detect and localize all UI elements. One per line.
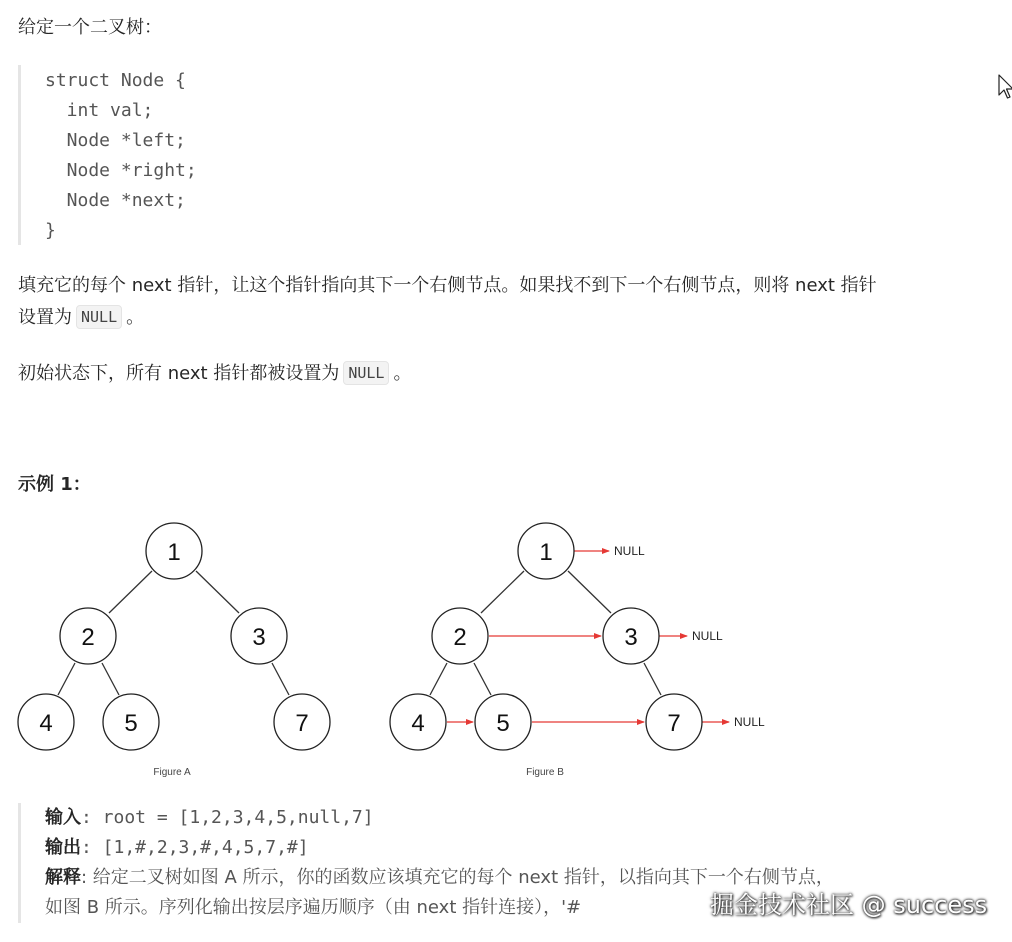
explain-line-2	[45, 893, 581, 923]
figure-b-node	[432, 608, 488, 664]
figure-b-caption: Figure B	[526, 767, 564, 778]
figure-a-node	[103, 694, 159, 750]
edge-2-4	[58, 663, 75, 695]
null-code: NULL	[343, 361, 389, 385]
input-line	[45, 803, 374, 833]
edge-3-7	[644, 663, 661, 695]
output-label: 输出	[45, 837, 81, 858]
figure-a-node	[274, 694, 330, 750]
edge-1-3	[568, 571, 611, 613]
intro-text: 给定一个二叉树：	[18, 17, 162, 38]
edge-2-4	[430, 663, 447, 695]
figure-b-node	[646, 694, 702, 750]
explain-label: 解释	[45, 867, 81, 888]
edge-3-7	[272, 663, 289, 695]
node-label: 7	[295, 710, 309, 737]
code-line: int val;	[45, 100, 154, 121]
initial-state-suffix: 。	[393, 363, 412, 384]
code-line: Node *left;	[45, 130, 186, 151]
null-label: NULL	[614, 544, 645, 558]
node-label: 2	[453, 624, 467, 651]
node-label: 5	[124, 710, 138, 737]
figure-b-node	[518, 523, 574, 579]
figure-b-node	[603, 608, 659, 664]
node-label: 7	[667, 710, 681, 737]
description-suffix: 。	[126, 307, 145, 328]
node-label: 1	[539, 539, 553, 566]
tree-figures	[0, 515, 800, 785]
explain-text-1: : 给定二叉树如图 A 所示，你的函数应该填充它的每个 next 指针，以指向其下一个右侧节点，	[81, 867, 834, 888]
input-value: : root = [1,2,3,4,5,null,7]	[81, 807, 374, 828]
initial-state-text	[18, 358, 411, 390]
watermark: 掘金技术社区 @ success	[710, 891, 988, 919]
edge-2-5	[474, 663, 491, 695]
input-label: 输入	[45, 807, 81, 828]
edge-1-2	[109, 571, 152, 613]
node-label: 4	[411, 710, 425, 737]
node-label: 5	[496, 710, 510, 737]
figure-b-node	[475, 694, 531, 750]
figure-b-node	[390, 694, 446, 750]
figure-a-node	[60, 608, 116, 664]
edge-1-2	[481, 571, 524, 613]
description-line-1: 填充它的每个 next 指针，让这个指针指向其下一个右侧节点。如果找不到下一个右侧节点，则将 next 指针	[18, 275, 877, 296]
figure-a-node	[231, 608, 287, 664]
description-prefix: 设置为	[18, 307, 72, 328]
output-line	[45, 833, 309, 863]
figure-a-caption: Figure A	[153, 767, 191, 778]
struct-code-block	[18, 65, 438, 245]
description-line-2	[18, 302, 144, 334]
explain-text-2: 如图 B 所示。序列化输出按层序遍历顺序（由 next 指针连接），'#	[45, 897, 582, 918]
null-code: NULL	[76, 305, 122, 329]
initial-state-prefix: 初始状态下，所有 next 指针都被设置为	[18, 363, 340, 384]
null-label: NULL	[692, 629, 723, 643]
mouse-pointer-icon	[998, 74, 1012, 102]
code-line: }	[45, 220, 56, 241]
figure-a-node	[18, 694, 74, 750]
node-label: 1	[167, 539, 181, 566]
edge-2-5	[102, 663, 119, 695]
example-heading: 示例 1：	[18, 474, 91, 495]
output-value: : [1,#,2,3,#,4,5,7,#]	[81, 837, 309, 858]
node-label: 2	[81, 624, 95, 651]
node-label: 4	[39, 710, 53, 737]
node-label: 3	[252, 624, 266, 651]
node-label: 3	[624, 624, 638, 651]
null-label: NULL	[734, 715, 765, 729]
figure-a-node	[146, 523, 202, 579]
code-line: struct Node {	[45, 70, 186, 91]
edge-1-3	[196, 571, 239, 613]
code-line: Node *next;	[45, 190, 186, 211]
code-line: Node *right;	[45, 160, 197, 181]
